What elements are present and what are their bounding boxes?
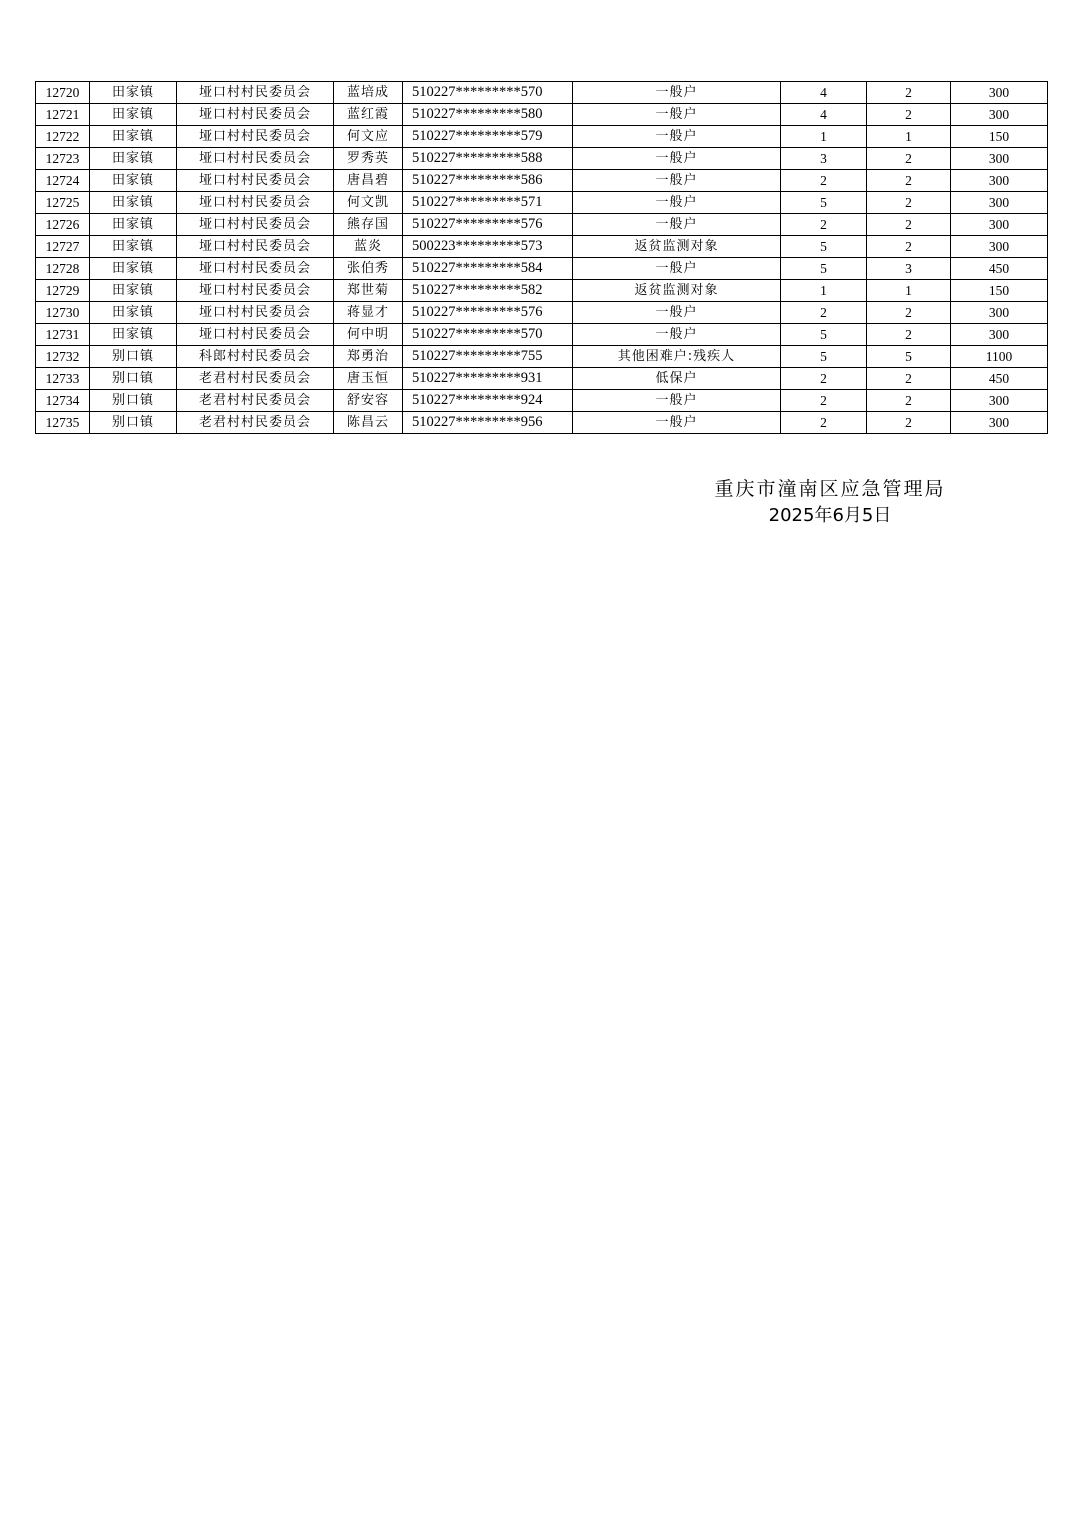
cell-town: 田家镇 [90,126,177,148]
cell-id-number: 510227*********924 [403,390,573,412]
cell-person-name: 郑世菊 [334,280,403,302]
cell-serial-number: 12728 [36,258,90,280]
cell-relief-amount: 300 [951,324,1048,346]
cell-serial-number: 12720 [36,82,90,104]
cell-relief-amount: 300 [951,82,1048,104]
cell-serial-number: 12722 [36,126,90,148]
cell-person-name: 蒋显才 [334,302,403,324]
cell-id-number: 510227*********576 [403,214,573,236]
issuing-organization: 重庆市潼南区应急管理局 [714,478,946,500]
cell-person-name: 蓝红霞 [334,104,403,126]
cell-relief-persons: 2 [867,302,951,324]
cell-serial-number: 12721 [36,104,90,126]
table-row [36,412,1048,434]
cell-family-size: 5 [781,192,867,214]
table-row [36,280,1048,302]
cell-household-category: 低保户 [573,368,781,390]
cell-relief-persons: 2 [867,368,951,390]
cell-relief-persons: 2 [867,324,951,346]
cell-family-size: 2 [781,214,867,236]
cell-serial-number: 12729 [36,280,90,302]
cell-serial-number: 12731 [36,324,90,346]
cell-relief-persons: 2 [867,170,951,192]
cell-village-committee: 老君村村民委员会 [177,390,334,412]
cell-town: 田家镇 [90,214,177,236]
cell-relief-amount: 300 [951,214,1048,236]
cell-family-size: 5 [781,324,867,346]
cell-id-number: 510227*********579 [403,126,573,148]
cell-person-name: 何文应 [334,126,403,148]
relief-recipient-table [35,81,1048,434]
cell-serial-number: 12734 [36,390,90,412]
cell-family-size: 4 [781,82,867,104]
cell-family-size: 4 [781,104,867,126]
cell-family-size: 1 [781,280,867,302]
cell-serial-number: 12730 [36,302,90,324]
cell-family-size: 2 [781,302,867,324]
cell-household-category: 一般户 [573,302,781,324]
cell-relief-amount: 150 [951,126,1048,148]
cell-relief-amount: 300 [951,192,1048,214]
relief-table-container [35,81,1047,434]
cell-relief-persons: 3 [867,258,951,280]
cell-serial-number: 12735 [36,412,90,434]
table-row [36,368,1048,390]
cell-relief-amount: 300 [951,412,1048,434]
cell-village-committee: 垭口村村民委员会 [177,280,334,302]
cell-town: 田家镇 [90,104,177,126]
cell-person-name: 蓝培成 [334,82,403,104]
cell-family-size: 2 [781,170,867,192]
cell-household-category: 一般户 [573,170,781,192]
cell-town: 田家镇 [90,236,177,258]
cell-family-size: 5 [781,236,867,258]
cell-id-number: 510227*********755 [403,346,573,368]
cell-relief-persons: 2 [867,236,951,258]
cell-village-committee: 老君村村民委员会 [177,412,334,434]
cell-person-name: 唐昌碧 [334,170,403,192]
cell-household-category: 一般户 [573,390,781,412]
cell-family-size: 2 [781,368,867,390]
cell-family-size: 3 [781,148,867,170]
cell-serial-number: 12733 [36,368,90,390]
cell-town: 田家镇 [90,192,177,214]
table-row [36,390,1048,412]
cell-relief-amount: 1100 [951,346,1048,368]
cell-town: 田家镇 [90,280,177,302]
cell-serial-number: 12726 [36,214,90,236]
cell-town: 别口镇 [90,412,177,434]
cell-id-number: 510227*********931 [403,368,573,390]
cell-relief-persons: 1 [867,126,951,148]
cell-id-number: 510227*********576 [403,302,573,324]
cell-village-committee: 垭口村村民委员会 [177,126,334,148]
table-row [36,214,1048,236]
cell-town: 田家镇 [90,258,177,280]
cell-person-name: 舒安容 [334,390,403,412]
cell-household-category: 其他困难户:残疾人 [573,346,781,368]
cell-town: 田家镇 [90,170,177,192]
cell-household-category: 一般户 [573,412,781,434]
cell-id-number: 510227*********571 [403,192,573,214]
cell-id-number: 510227*********588 [403,148,573,170]
cell-person-name: 何中明 [334,324,403,346]
cell-relief-amount: 150 [951,280,1048,302]
table-row [36,346,1048,368]
cell-family-size: 5 [781,346,867,368]
cell-family-size: 5 [781,258,867,280]
cell-town: 田家镇 [90,324,177,346]
cell-relief-persons: 2 [867,148,951,170]
cell-village-committee: 垭口村村民委员会 [177,192,334,214]
table-row [36,126,1048,148]
cell-relief-amount: 300 [951,170,1048,192]
table-body [36,82,1048,434]
cell-person-name: 陈昌云 [334,412,403,434]
cell-household-category: 返贫监测对象 [573,280,781,302]
cell-id-number: 500223*********573 [403,236,573,258]
cell-family-size: 2 [781,412,867,434]
cell-serial-number: 12732 [36,346,90,368]
cell-relief-amount: 450 [951,368,1048,390]
cell-village-committee: 垭口村村民委员会 [177,236,334,258]
cell-household-category: 一般户 [573,258,781,280]
cell-person-name: 熊存国 [334,214,403,236]
cell-household-category: 一般户 [573,192,781,214]
cell-person-name: 唐玉恒 [334,368,403,390]
table-row [36,82,1048,104]
cell-person-name: 何文凯 [334,192,403,214]
cell-village-committee: 垭口村村民委员会 [177,170,334,192]
cell-relief-persons: 2 [867,192,951,214]
cell-relief-persons: 2 [867,412,951,434]
cell-relief-persons: 1 [867,280,951,302]
table-row [36,170,1048,192]
table-row [36,192,1048,214]
cell-town: 田家镇 [90,302,177,324]
cell-household-category: 一般户 [573,324,781,346]
cell-id-number: 510227*********570 [403,82,573,104]
cell-id-number: 510227*********586 [403,170,573,192]
table-row [36,324,1048,346]
cell-person-name: 罗秀英 [334,148,403,170]
cell-town: 别口镇 [90,390,177,412]
cell-household-category: 一般户 [573,148,781,170]
cell-household-category: 一般户 [573,126,781,148]
document-footer [700,476,960,529]
cell-serial-number: 12724 [36,170,90,192]
cell-relief-persons: 2 [867,214,951,236]
cell-village-committee: 垭口村村民委员会 [177,302,334,324]
cell-serial-number: 12723 [36,148,90,170]
cell-id-number: 510227*********584 [403,258,573,280]
cell-village-committee: 老君村村民委员会 [177,368,334,390]
cell-relief-amount: 300 [951,390,1048,412]
table-row [36,258,1048,280]
cell-relief-amount: 450 [951,258,1048,280]
cell-person-name: 蓝炎 [334,236,403,258]
cell-household-category: 一般户 [573,82,781,104]
cell-town: 别口镇 [90,346,177,368]
cell-village-committee: 垭口村村民委员会 [177,324,334,346]
cell-family-size: 2 [781,390,867,412]
table-row [36,148,1048,170]
cell-relief-persons: 5 [867,346,951,368]
cell-person-name: 郑勇治 [334,346,403,368]
cell-village-committee: 垭口村村民委员会 [177,214,334,236]
cell-household-category: 一般户 [573,214,781,236]
cell-village-committee: 垭口村村民委员会 [177,82,334,104]
cell-person-name: 张伯秀 [334,258,403,280]
cell-village-committee: 垭口村村民委员会 [177,148,334,170]
table-row [36,236,1048,258]
cell-village-committee: 垭口村村民委员会 [177,104,334,126]
cell-relief-amount: 300 [951,148,1048,170]
cell-village-committee: 垭口村村民委员会 [177,258,334,280]
table-row [36,104,1048,126]
cell-serial-number: 12727 [36,236,90,258]
cell-relief-persons: 2 [867,104,951,126]
cell-household-category: 返贫监测对象 [573,236,781,258]
cell-town: 田家镇 [90,82,177,104]
cell-village-committee: 科郎村村民委员会 [177,346,334,368]
cell-id-number: 510227*********570 [403,324,573,346]
cell-family-size: 1 [781,126,867,148]
cell-town: 田家镇 [90,148,177,170]
cell-relief-amount: 300 [951,236,1048,258]
cell-relief-persons: 2 [867,390,951,412]
cell-id-number: 510227*********582 [403,280,573,302]
issue-date: 2025年6月5日 [768,505,892,526]
cell-id-number: 510227*********580 [403,104,573,126]
cell-household-category: 一般户 [573,104,781,126]
table-row [36,302,1048,324]
cell-serial-number: 12725 [36,192,90,214]
cell-relief-amount: 300 [951,302,1048,324]
cell-relief-amount: 300 [951,104,1048,126]
cell-id-number: 510227*********956 [403,412,573,434]
cell-relief-persons: 2 [867,82,951,104]
cell-town: 别口镇 [90,368,177,390]
